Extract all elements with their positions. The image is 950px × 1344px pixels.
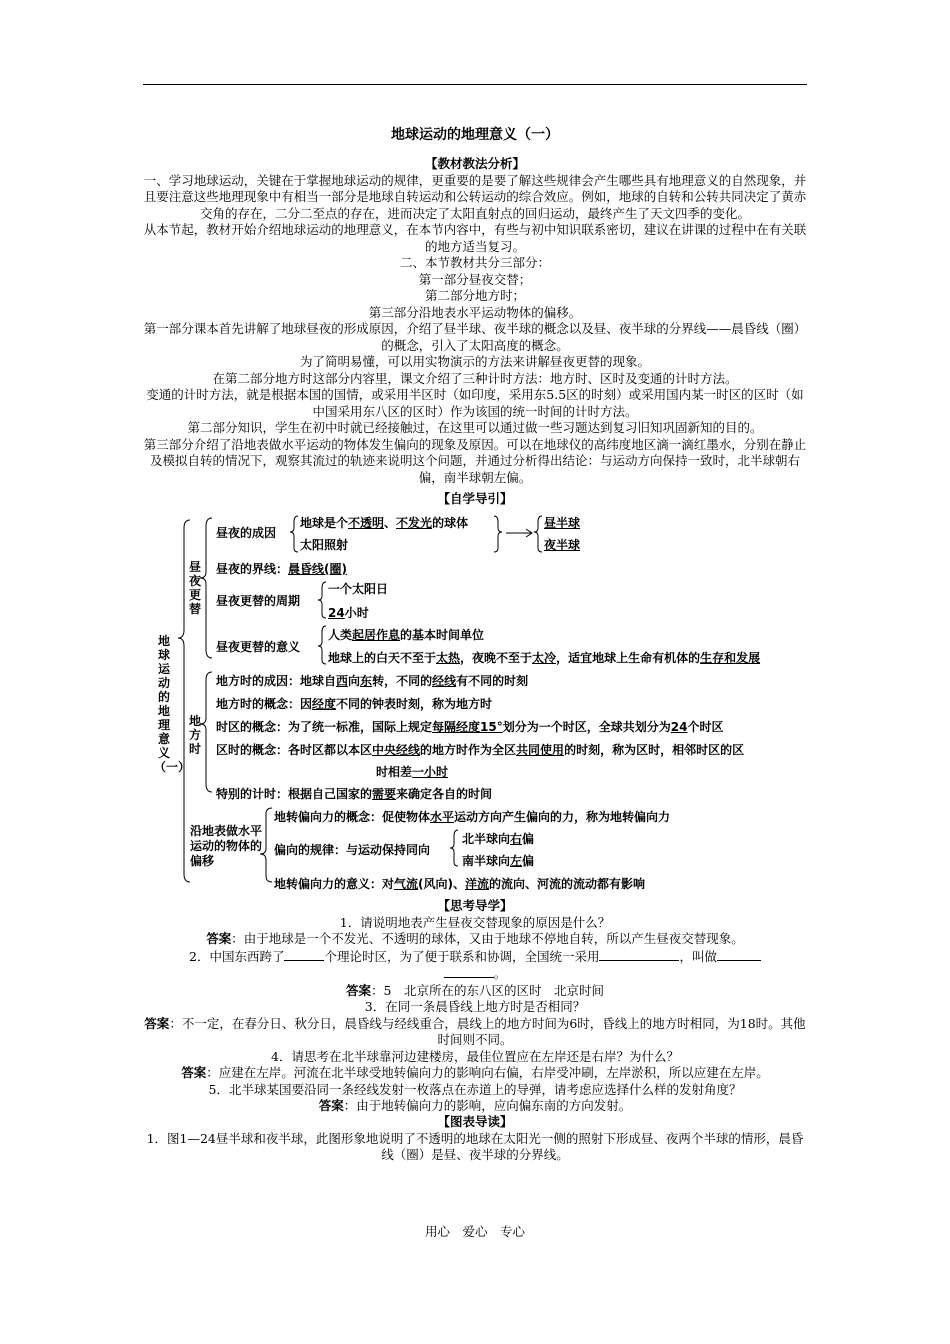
page-title: 地球运动的地理意义（一） <box>391 127 559 143</box>
question-2-end: 。 <box>143 965 807 983</box>
brace-a4 <box>318 626 326 664</box>
node-night-hemisphere: 夜半球 <box>544 538 581 552</box>
answer-5: 答案：由于地转偏向力的影响，应向偏东南的方向发射。 <box>318 1098 632 1113</box>
node-zone-time-def: 区时的概念：各时区都以本区中央经线的地方时作为全区共同使用的时刻，称为区时，相邻时区的区 <box>216 743 745 757</box>
paragraph: 从本节起，教材开始介绍地球运动的地理意义，在本节内容中，有些与初中知识联系密切，建议在讲课的过程中在有关联的地方适当复习。 <box>143 222 807 254</box>
node-north-right: 北半球向右偏 <box>462 832 535 846</box>
question-5: 5．北半球某国要沿同一条经线发射一枚落点在赤道上的导弹，请考虑应选择什么样的发射角度？ <box>208 1081 742 1097</box>
node-temperature: 地球上的白天不至于太热，夜晚不至于太冷，适宜地球上生命有机体的生存和发展 <box>328 651 761 665</box>
section-heading: 【教材教法分析】 <box>424 156 525 171</box>
node-coriolis-significance: 地转偏向力的意义：对气流(风向)、洋流的流向、河流的流动都有影响 <box>274 877 646 891</box>
node-south-left: 南半球向左偏 <box>462 854 535 868</box>
answer-3: 答案：不一定，在春分日、秋分日，晨昏线与经线重合，晨线上的地方时间为6时，昏线上的地方时相同，为18时。其他时间则不同。 <box>144 1015 806 1047</box>
section-analysis <box>143 156 807 486</box>
brace-a1-right <box>494 516 502 552</box>
paragraph: 变通的计时方法，就是根据本国的国情，或采用半区时（如印度，采用东5.5区的时刻）或采用国内某一时区的区时（如中国采用东八区的区时）作为该国的统一时间的计时方法。 <box>146 387 804 419</box>
node-zone-time-diff: 时相差一小时 <box>376 765 449 779</box>
paragraph: 二、本节教材共分三部分： <box>399 255 550 270</box>
node-local-time-cause: 地方时的成因：地球自西向东转，不同的经线有不同的时刻 <box>216 674 529 688</box>
question-3: 3．在同一条晨昏线上地方时是否相同？ <box>364 999 586 1014</box>
brace-a3 <box>318 582 326 618</box>
answer-4: 答案：应建在左岸。河流在北半球受地转偏向力的影响向右偏，右岸受冲刷，左岸淤积，所以应建在左岸。 <box>181 1065 769 1080</box>
section-questions <box>143 898 807 1115</box>
node-special-time: 特别的计时：根据自己国家的需要来确定各自的时间 <box>216 787 493 801</box>
paragraph: 第三部分沿地表水平运动物体的偏移。 <box>368 304 582 320</box>
group-label-daynight: 昼夜更替 <box>188 560 201 616</box>
brace-a1 <box>290 516 298 552</box>
answer-1: 答案：由于地球是一个不发光、不透明的球体，又由于地球不停地自转，所以产生昼夜交替现象。 <box>206 931 744 946</box>
answer-2: 答案：5 北京所在的东八区的区时 北京时间 <box>346 982 604 998</box>
paragraph: 一、学习地球运动，关键在于掌握地球运动的规律，更重要的是要了解这些规律会产生哪些具有地理意义的自然现象，并且要注意这些地理现象中有相当一部分是地球自转运动和公转运动的综合效应。例如，地球的自转和公转共同决定了黄赤交角的存在，二分二至点的存在，进而决定了太阳直射点的回归运动，最终产生了天文四季的变化。 <box>143 172 807 221</box>
paragraph: 第一部分课本首先讲解了地球昼夜的形成原因，介绍了昼半球、夜半球的概念以及昼、夜半球的分界线——晨昏线（圈）的概念，引入了太阳高度的概念。 <box>143 321 807 353</box>
node-solar-day: 一个太阳日 <box>328 582 389 596</box>
section-heading: 【思考导学】 <box>437 898 513 913</box>
section-figure-guide <box>143 1114 807 1164</box>
node-sun: 太阳照射 <box>300 538 349 552</box>
paragraph: 为了简明易懂，可以用实物演示的方法来讲解昼夜更替的现象。 <box>299 354 650 369</box>
group-label-localtime: 地方时 <box>188 714 201 756</box>
paragraph: 第二部分知识，学生在初中时就已经接触过，在这里可以通过做一些习题达到复习旧知巩固新知的目的。 <box>187 420 763 435</box>
concept-map <box>150 512 840 892</box>
paragraph: 第二部分地方时； <box>424 288 525 303</box>
section-heading: 【图表导读】 <box>437 1114 513 1129</box>
blank[interactable] <box>717 948 761 961</box>
node-day-hemisphere: 昼半球 <box>544 516 581 530</box>
paragraph: 在第二部分地方时这部分内容里，课文介绍了三种计时方法：地方时、区时及变通的计时方法。 <box>212 370 738 386</box>
paragraph: 第三部分介绍了沿地表做水平运动的物体发生偏向的现象及原因。可以在地球仪的高纬度地区滴一滴红墨水，分别在静止及模拟自转的情况下，观察其流过的轨迹来说明这个问题，并通过分析得出结论：与运动方向保持一致时，北半球朝右偏，南半球朝左偏。 <box>143 436 807 485</box>
node-period: 昼夜更替的周期 <box>216 594 301 608</box>
node-significance: 昼夜更替的意义 <box>216 640 301 654</box>
brace-result <box>534 516 542 552</box>
node-coriolis-def: 地转偏向力的概念：促使物体水平运动方向产生偏向的力，称为地转偏向力 <box>274 810 671 824</box>
node-cause: 昼夜的成因 <box>216 526 277 540</box>
node-time-zone-def: 时区的概念：为了统一标准，国际上规定每隔经度15°划分为一个时区，全球共划分为24个时区 <box>216 720 724 734</box>
node-earth-opaque: 地球是个不透明、不发光的球体 <box>300 516 469 530</box>
node-local-time-def: 地方时的概念：因经度不同的钟表时刻，称为地方时 <box>216 697 493 711</box>
question-4: 4．请思考在北半球靠河边建楼房，最佳位置应在左岸还是右岸？为什么？ <box>271 1048 679 1064</box>
blank[interactable] <box>284 948 324 961</box>
node-terminator: 昼夜的界线：晨昏线(圈) <box>216 562 347 576</box>
header-rule <box>143 84 807 85</box>
group-label-deflection: 沿地表做水平运动的物体的偏移 <box>190 824 263 868</box>
paragraph: 第一部分昼夜交替； <box>418 271 532 287</box>
brace-c2 <box>450 830 458 866</box>
node-deflection-rule: 偏向的规律：与运动保持同向 <box>274 843 431 857</box>
page-footer: 用心 爱心 专心 <box>424 1224 525 1239</box>
blank[interactable] <box>599 948 679 961</box>
blank[interactable] <box>444 965 494 978</box>
node-time-unit: 人类起居作息的基本时间单位 <box>328 628 485 642</box>
section-heading-guide: 【自学导引】 <box>437 491 513 506</box>
question-2: 2．中国东西跨了 个理论时区，为了便于联系和协调，全国统一采用 ，叫做 <box>143 948 807 966</box>
root-label: 地球运动的地理意义（一） <box>154 634 191 774</box>
node-24h: 24小时 <box>328 606 369 620</box>
question-1: 1．请说明地表产生昼夜交替现象的原因是什么？ <box>339 914 611 930</box>
paragraph: 1．图1—24昼半球和夜半球，此图形象地说明了不透明的地球在太阳光一侧的照射下形成昼、夜两个半球的情形，晨昏线（圈）是昼、夜半球的分界线。 <box>146 1130 804 1162</box>
